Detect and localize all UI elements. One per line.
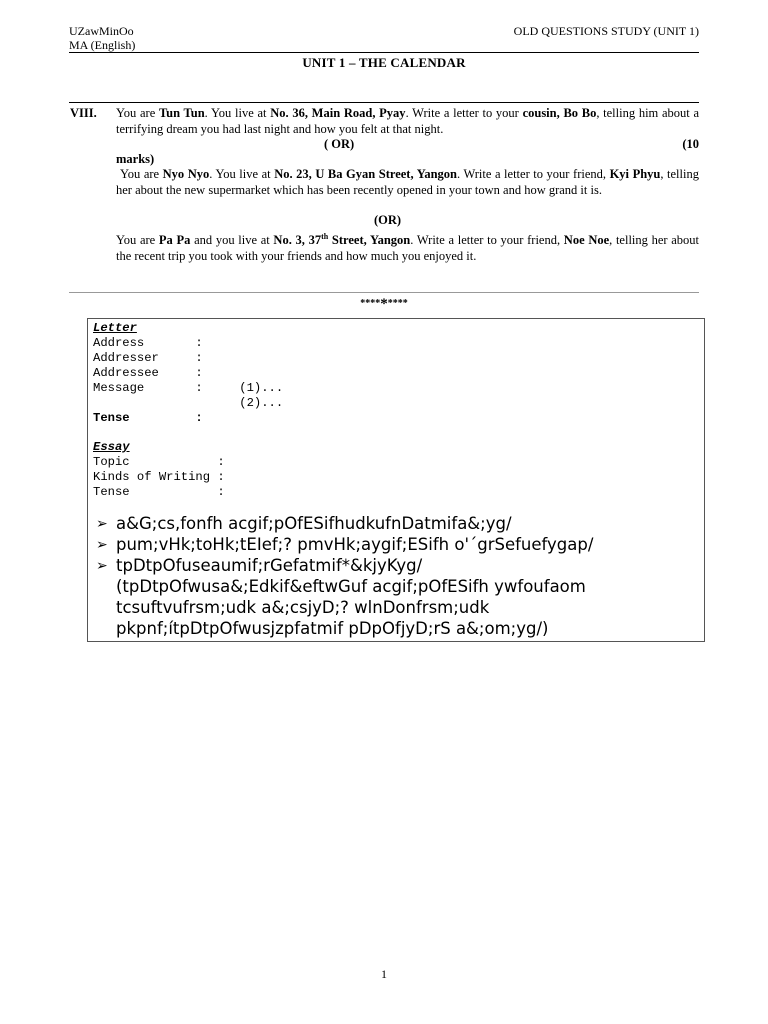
arrow-bullet-icon: ➢ (96, 516, 108, 532)
question-number: VIII. (70, 106, 97, 120)
or-marks-line (116, 137, 699, 153)
essay-row-kinds: Kinds of Writing : (93, 470, 225, 484)
header-right-title: OLD QUESTIONS STUDY (UNIT 1) (513, 24, 699, 38)
star-separator: ********* (360, 296, 408, 312)
letter-row-address: Address : (93, 336, 203, 350)
question-option-3: You are Pa Pa and you live at No. 3, 37th Street, Yangon. Write a letter to your friend, Noe Noe, telling her about the recent trip you took with your friends and how much you enjoyed it. (116, 232, 700, 263)
or-separator-2: (OR) (373, 213, 402, 227)
essay-row-topic: Topic : (93, 455, 225, 469)
header-rule (69, 52, 699, 53)
analysis-box: Letter Address : Addresser : Addressee : Message : (1)... (2)... Tense : Essay Topic : Kinds of Writing : Tense : ➢ a&G;cs,fonfh acgif;pOfESifhudkufnDatmifa&;yg/ ➢ pum;vHk;toHk;tEIef;? pmvHk;aygif;ESifh o'´grSefuefygap/ ➢ tpDtpOfuseaumif;rGefatmif*&kjyKyg/ (tpDtpOfwusa&;Edkif&eftwGuf acgif;pOfESifh ywfoufaom tcsuftvufrsm;udk a&;csjyD;? wlnDonfrsm;udk pkpnf;ítpDtpOfwusjzpfatmif pDpOfjyD;rS a&;om;yg/) (87, 318, 705, 642)
essay-row-tense: Tense : (93, 485, 225, 499)
arrow-bullet-icon: ➢ (96, 558, 108, 574)
letter-heading: Letter (93, 321, 137, 335)
letter-row-addresser: Addresser : (93, 351, 203, 365)
marks-part-b: marks) (116, 152, 155, 166)
page-number: 1 (381, 967, 387, 981)
essay-heading: Essay (93, 440, 130, 454)
author-degree: MA (English) (69, 38, 136, 52)
question-option-1: You are Tun Tun. You live at No. 36, Main Road, Pyay. Write a letter to your cousin, Bo Bo, telling him about a terrifying dream you had last night and how you felt at that night. (116, 106, 700, 136)
section-rule (69, 292, 699, 293)
title-rule (69, 102, 699, 103)
letter-row-message-2: (2)... (93, 396, 284, 410)
marks-part-a: (10 (682, 137, 699, 151)
letter-row-tense: Tense : (93, 411, 203, 425)
question-option-2: You are Nyo Nyo. You live at No. 23, U Ba Gyan Street, Yangon. Write a letter to your friend, Kyi Phyu, telling her about the new supermarket which has been recently opened in your town and how grand it is. (116, 167, 699, 197)
arrow-bullet-icon: ➢ (96, 537, 108, 553)
letter-row-addressee: Addressee : (93, 366, 203, 380)
letter-row-message-1: Message : (1)... (93, 381, 284, 395)
unit-title: UNIT 1 – THE CALENDAR (302, 55, 466, 70)
or-separator-1: ( OR) (324, 137, 355, 151)
author-name: UZawMinOo (69, 24, 134, 38)
